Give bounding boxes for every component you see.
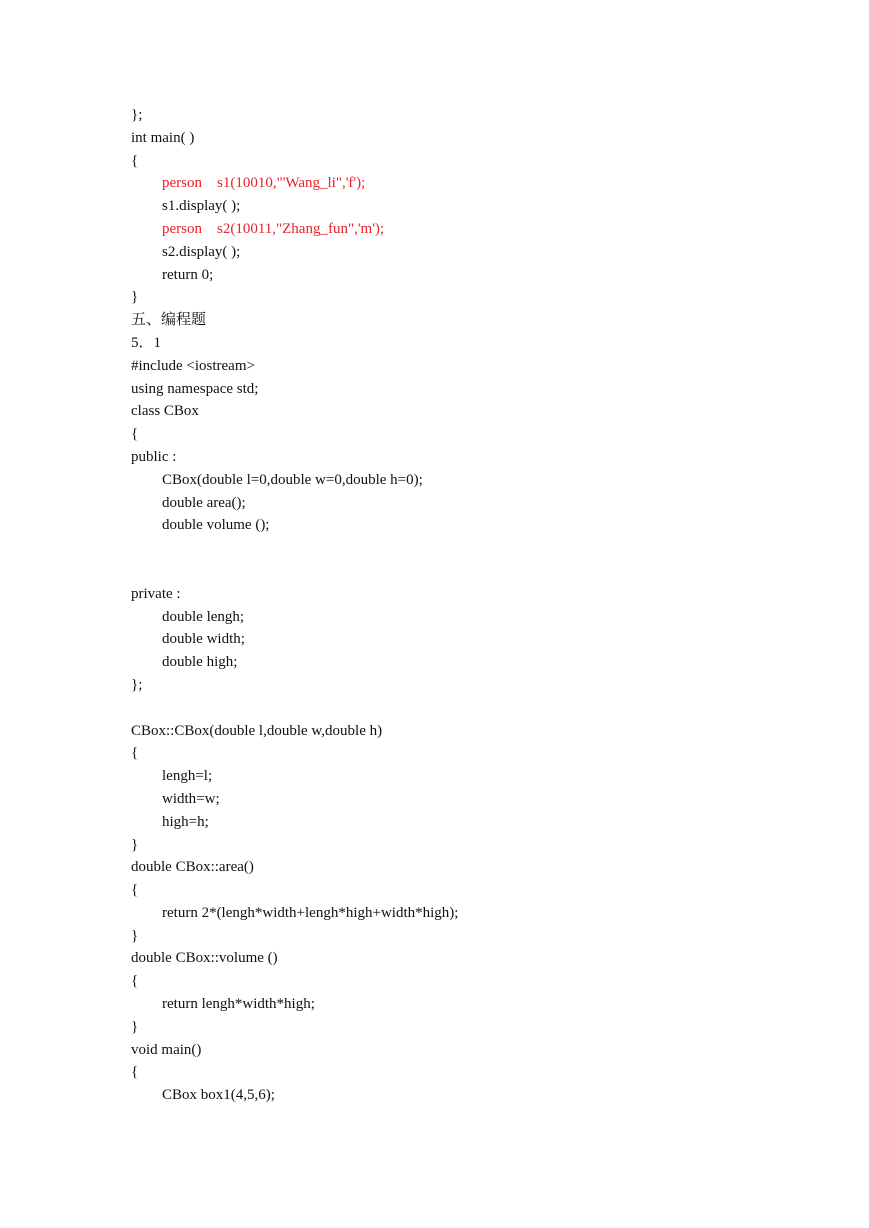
code-line: }	[131, 836, 139, 853]
code-line: double width;	[162, 631, 245, 648]
code-line: high=h;	[162, 813, 209, 830]
code-line: {	[131, 1064, 139, 1081]
code-line: int main( )	[131, 129, 195, 146]
code-line: private :	[131, 585, 181, 602]
code-line: double area();	[162, 494, 246, 511]
code-line: s1.display( );	[162, 198, 241, 215]
code-line: double CBox::area()	[131, 859, 254, 876]
section-heading: 五、编程题	[131, 312, 207, 329]
code-line: public :	[131, 448, 177, 465]
code-line: return lengh*width*high;	[162, 996, 315, 1013]
code-line: return 0;	[162, 266, 214, 283]
code-line: void main()	[131, 1041, 202, 1058]
code-line: {	[131, 882, 139, 899]
code-line: }	[131, 1018, 139, 1035]
blank-line	[131, 537, 831, 560]
blank-line	[131, 697, 831, 720]
blank-line	[131, 560, 831, 583]
code-line-highlighted: person s2(10011,"Zhang_fun",'m');	[162, 220, 385, 237]
code-line: };	[131, 676, 143, 693]
code-line: {	[131, 152, 139, 169]
code-line: CBox box1(4,5,6);	[162, 1087, 275, 1104]
code-line: using namespace std;	[131, 380, 259, 397]
code-line: s2.display( );	[162, 243, 241, 260]
code-line: double CBox::volume ()	[131, 950, 278, 967]
code-line: double lengh;	[162, 608, 245, 625]
code-line: #include <iostream>	[131, 357, 255, 374]
code-line: return 2*(lengh*width+lengh*high+width*high);	[162, 904, 459, 921]
code-line: {	[131, 973, 139, 990]
code-line: double volume ();	[162, 517, 270, 534]
code-line: CBox(double l=0,double w=0,double h=0);	[162, 471, 423, 488]
document-page	[131, 104, 831, 1107]
code-line: double high;	[162, 654, 238, 671]
code-line: CBox::CBox(double l,double w,double h)	[131, 722, 383, 739]
code-line: class CBox	[131, 403, 199, 420]
code-line: {	[131, 426, 139, 443]
problem-number: 5．1	[131, 334, 162, 351]
code-line: lengh=l;	[162, 768, 213, 785]
code-line: }	[131, 289, 139, 306]
code-line: width=w;	[162, 790, 220, 807]
code-line-highlighted: person s1(10010,"'Wang_li",'f');	[162, 175, 366, 192]
code-line: }	[131, 927, 139, 944]
code-line: {	[131, 745, 139, 762]
code-line: };	[131, 107, 143, 123]
